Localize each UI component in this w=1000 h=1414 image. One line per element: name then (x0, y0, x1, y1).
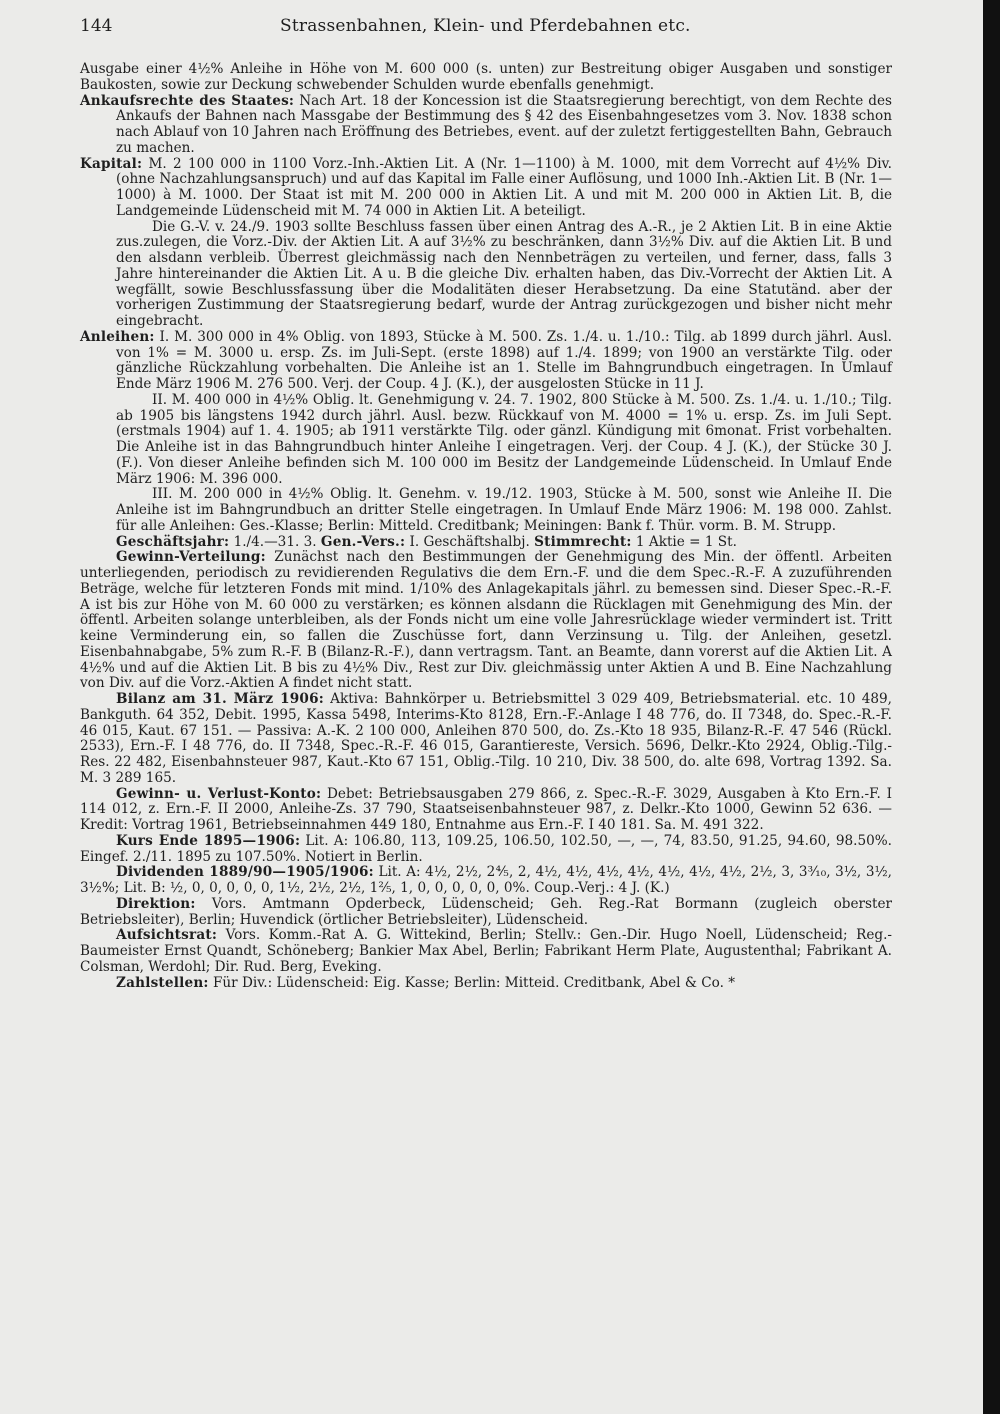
section-text-stimmrecht: 1 Aktie = 1 St. (631, 533, 737, 550)
section-ankaufsrechte (80, 94, 892, 157)
section-text: Aktiva: Bahnkörper u. Betriebsmittel 3 029 409, Betriebsmaterial. etc. 10 489, Bankguth. 64 352, Debit. 1995, Kassa 5498, Interims-Kto 8128, Ern.-F.-Anlage I 48 776, do. II 7348, do. Spec.-R.-F. 46 015, Kaut. 67 151. — Passiva: A.-K. 2 100 000, Anleihen 870 500, do. Zs.-Kto 18 935, Bilanz-R.-F. 47 546 (Rückl. 2533), Ern.-F. I 48 776, do. II 7348, Spec.-R.-F. 46 015, Garantiereste, Versich. 5696, Delkr.-Kto 2924, Oblig.-Tilg.-Res. 22 482, Eisenbahnsteuer 987, Kaut.-Kto 67 151, Oblig.-Tilg. 10 210, Div. 38 500, do. alte 698, Vortrag 1392. Sa. M. 3 289 165. (80, 691, 893, 786)
document-body (80, 62, 892, 991)
section-label: Kapital: (80, 155, 143, 172)
anleihe-iii: III. M. 200 000 in 4½% Oblig. lt. Genehm. v. 19./12. 1903, Stücke à M. 500, sonst wie Anleihe II. Die Anleihe ist im Bahngrundbuch an dritter Stelle eingetragen. In Umlauf Ende März 1906: M. 198 000. Zahlst. für alle Anleihen: Ges.-Klasse; Berlin: Mitteld. Creditbank; Meiningen: Bank f. Thür. vorm. B. M. Strupp. (116, 486, 892, 534)
section-label: Geschäftsjahr: (116, 533, 230, 550)
section-text: Lit. A: 4½, 2½, 2⅘, 2, 4½, 4½, 4½, 4½, 4½, 4½, 4½, 2½, 3, 3³⁄₁₀, 3½, 3½, 3½%; Lit. B: ½, 0, 0, 0, 0, 0, 1½, 2½, 2½, 1⅖, 1, 0, 0, 0, 0, 0, 0%. Coup.-Verj.: 4 J. (K.) (80, 864, 892, 896)
intro-paragraph: Ausgabe einer 4½% Anleihe in Höhe von M. 600 000 (s. unten) zur Bestreitung obiger Ausgaben und sonstiger Baukosten, sowie zur Deckung schwebender Schulden wurde ebenfalls genehmigt. (80, 61, 892, 93)
section-label-stimmrecht: Stimmrecht: (534, 533, 632, 550)
section-label: Zahlstellen: (116, 974, 209, 991)
section-label: Gewinn- u. Verlust-Konto: (116, 785, 322, 802)
section-label-gv: Gen.-Vers.: (320, 533, 406, 550)
kapital-paragraph-2: Die G.-V. v. 24./9. 1903 sollte Beschluss fassen über einen Antrag des A.-R., je 2 Aktien Lit. B in eine Aktie zus.zulegen, die Vorz.-Div. der Aktien Lit. A auf 3½% zu beschränken, dann 3½% Div. auf die Aktien Lit. B und den alsdann verbleib. Überrest gleichmässig nach den Nennbeträgen zu verteilen, und ferner, dass, falls 3 Jahre hintereinander die Aktien Lit. A u. B die gleiche Div. erhalten haben, das Div.-Vorrecht der Aktien Lit. A wegfällt, sowie Beschlussfassung über die Modalitäten dieser Herabsetzung. Da eine Statutänd. aber der vorherigen Zustimmung der Staatsregierung bedarf, wurde der Antrag zurückgezogen und bisher nicht mehr eingebracht. (116, 218, 892, 329)
section-text: Lit. A: 106.80, 113, 109.25, 106.50, 102.50, —, —, 74, 83.50, 91.25, 94.60, 98.50%. Eingef. 2./11. 1895 zu 107.50%. Notiert in Berlin. (80, 832, 892, 865)
section-text: Für Div.: Lüdenscheid: Eig. Kasse; Berlin: Mitteid. Creditbank, Abel & Co. * (208, 974, 736, 991)
section-text: Vors. Komm.-Rat A. G. Wittekind, Berlin; Stellv.: Gen.-Dir. Hugo Noell, Lüdenscheid; Reg.-Baumeister Ernst Quandt, Schöneberg; Bankier Max Abel, Berlin; Fabrikant Herm Plate, Augustenthal; Fabrikant A. Colsman, Werdohl; Dir. Rud. Berg, Eveking. (80, 927, 892, 975)
section-label: Direktion: (116, 895, 196, 912)
section-label: Aufsichtsrat: (116, 927, 218, 944)
page-header (80, 14, 944, 38)
section-label: Ankaufsrechte des Staates: (80, 92, 295, 109)
section-text: Nach Art. 18 der Koncession ist die Staatsregierung berechtigt, von dem Rechte des Ankaufs der Bahnen nach Massgabe der Bestimmung des § 42 des Eisenbahngesetzes vom 3. Nov. 1838 schon nach Ablauf von 10 Jahren nach Eröffnung des Betriebes, event. auf der zuletzt fertiggestellten Bahn, Gebrauch zu machen. (116, 92, 892, 156)
anleihe-ii: II. M. 400 000 in 4½% Oblig. lt. Genehmigung v. 24. 7. 1902, 800 Stücke à M. 500. Zs. 1./4. u. 1./10.; Tilg. ab 1905 bis längstens 1942 durch jährl. Ausl. bezw. Rückkauf von M. 4000 = 1% u. ersp. Zs. im Juli Sept. (erstmals 1904) auf 1. 4. 1905; ab 1911 verstärkte Tilg. oder gänzl. Kündigung mit 6monat. Frist vorbehalten. Die Anleihe ist in das Bahngrundbuch hinter Anleihe I eingetragen. Verj. der Coup. 4 J. (K.), der Stücke 30 J. (F.). Von dieser Anleihe befinden sich M. 100 000 im Besitz der Landgemeinde Lüdenscheid. In Umlauf Ende März 1906: M. 396 000. (116, 391, 892, 487)
section-label: Gewinn-Verteilung: (116, 549, 266, 566)
section-text: Zunächst nach den Bestimmungen der Genehmigung des Min. der öffentl. Arbeiten unterliegenden, periodisch zu revidierenden Regulativs die dem Ern.-F. und die dem Spec.-R.-F. A zuzuführenden Beträge, welche für letzteren Fonds mit mind. 1/10% des Anlagekapitals jährl. zu bemessen sind. Dieser Spec.-R.-F. A ist bis zur Höhe von M. 60 000 zu verstärken; es können alsdann die Rücklagen mit Genehmigung des Min. der öffentl. Arbeiten solange unterbleiben, als der Fonds nicht um eine volle Jahresrücklage wieder vermindert ist. Tritt keine Verminderung ein, so fallen die Zuschüsse fort, dann Verzinsung u. Tilg. der Anleihen, gesetzl. Eisenbahnabgabe, 5% zum R.-F. B (Bilanz-R.-F.), dann vertragsm. Tant. an Beamte, dann vorerst auf die Aktien Lit. A 4½% und auf die Aktien Lit. B bis zu 4½% Div., Rest zur Div. gleichmässig unter Aktien A und B. Eine Nachzahlung von Div. auf die Vorz.-Aktien A findet nicht statt. (80, 549, 892, 692)
section-direktion (80, 897, 892, 929)
section-bilanz (80, 692, 892, 787)
section-label: Anleihen: (80, 328, 155, 345)
page-number: 144 (80, 16, 113, 36)
section-geschaeftsjahr (80, 535, 892, 551)
section-gewinn-verlust (80, 787, 892, 834)
section-kapital (80, 157, 892, 220)
section-dividenden (80, 865, 892, 897)
section-text-gv: I. Geschäftshalbj. (405, 533, 535, 550)
section-text: Debet: Betriebsausgaben 279 866, z. Spec.-R.-F. 3029, Ausgaben à Kto Ern.-F. I 114 012, z. Ern.-F. II 2000, Anleihe-Zs. 37 790, Staatseisenbahnsteuer 987, z. Delkr.-Kto 1000, Gewinn 52 636. — Kredit: Vortrag 1961, Betriebseinnahmen 449 180, Entnahme aus Ern.-F. I 40 181. Sa. M. 491 322. (80, 785, 892, 833)
section-gewinn-verteilung (80, 550, 892, 692)
section-zahlstellen (80, 976, 892, 992)
section-kurs (80, 834, 892, 866)
section-text: M. 2 100 000 in 1100 Vorz.-Inh.-Aktien Lit. A (Nr. 1—1100) à M. 1000, mit dem Vorrecht auf 4½% Div. (ohne Nachzahlungsanspruch) und auf das Kapital im Falle einer Auflösung, und 1000 Inh.-Aktien Lit. B (Nr. 1—1000) à M. 1000. Der Staat ist mit M. 200 000 in Aktien Lit. A und mit M. 200 000 in Aktien Lit. B, die Landgemeinde Lüdenscheid mit M. 74 000 in Aktien Lit. A beteiligt. (116, 155, 892, 219)
section-aufsichtsrat (80, 928, 892, 975)
page-binding-edge (983, 0, 1000, 1414)
section-label: Kurs Ende 1895—1906: (116, 832, 301, 849)
section-anleihen (80, 330, 892, 393)
running-head: Strassenbahnen, Klein- und Pferdebahnen etc. (280, 16, 691, 36)
section-label: Bilanz am 31. März 1906: (116, 691, 324, 707)
section-text: I. M. 300 000 in 4% Oblig. von 1893, Stücke à M. 500. Zs. 1./4. u. 1./10.: Tilg. ab 1899 durch jährl. Ausl. von 1% = M. 3000 u. ersp. Zs. im Juli-Sept. (erste 1898) auf 1./4. 1899; von 1900 an verstärkte Tilg. oder gänzliche Rückzahlung vorbehalten. Die Anleihe ist an 1. Stelle im Bahngrundbuch eingetragen. In Umlauf Ende März 1906 M. 276 500. Verj. der Coup. 4 J. (K.), der ausgelosten Stücke in 11 J. (116, 328, 892, 392)
section-text: 1./4.—31. 3. (229, 533, 321, 550)
section-label: Dividenden 1889/90—1905/1906: (116, 864, 374, 881)
section-text: Vors. Amtmann Opderbeck, Lüdenscheid; Geh. Reg.-Rat Bormann (zugleich oberster Betriebsleiter), Berlin; Huvendick (örtlicher Betriebsleiter), Lüdenscheid. (80, 895, 892, 928)
